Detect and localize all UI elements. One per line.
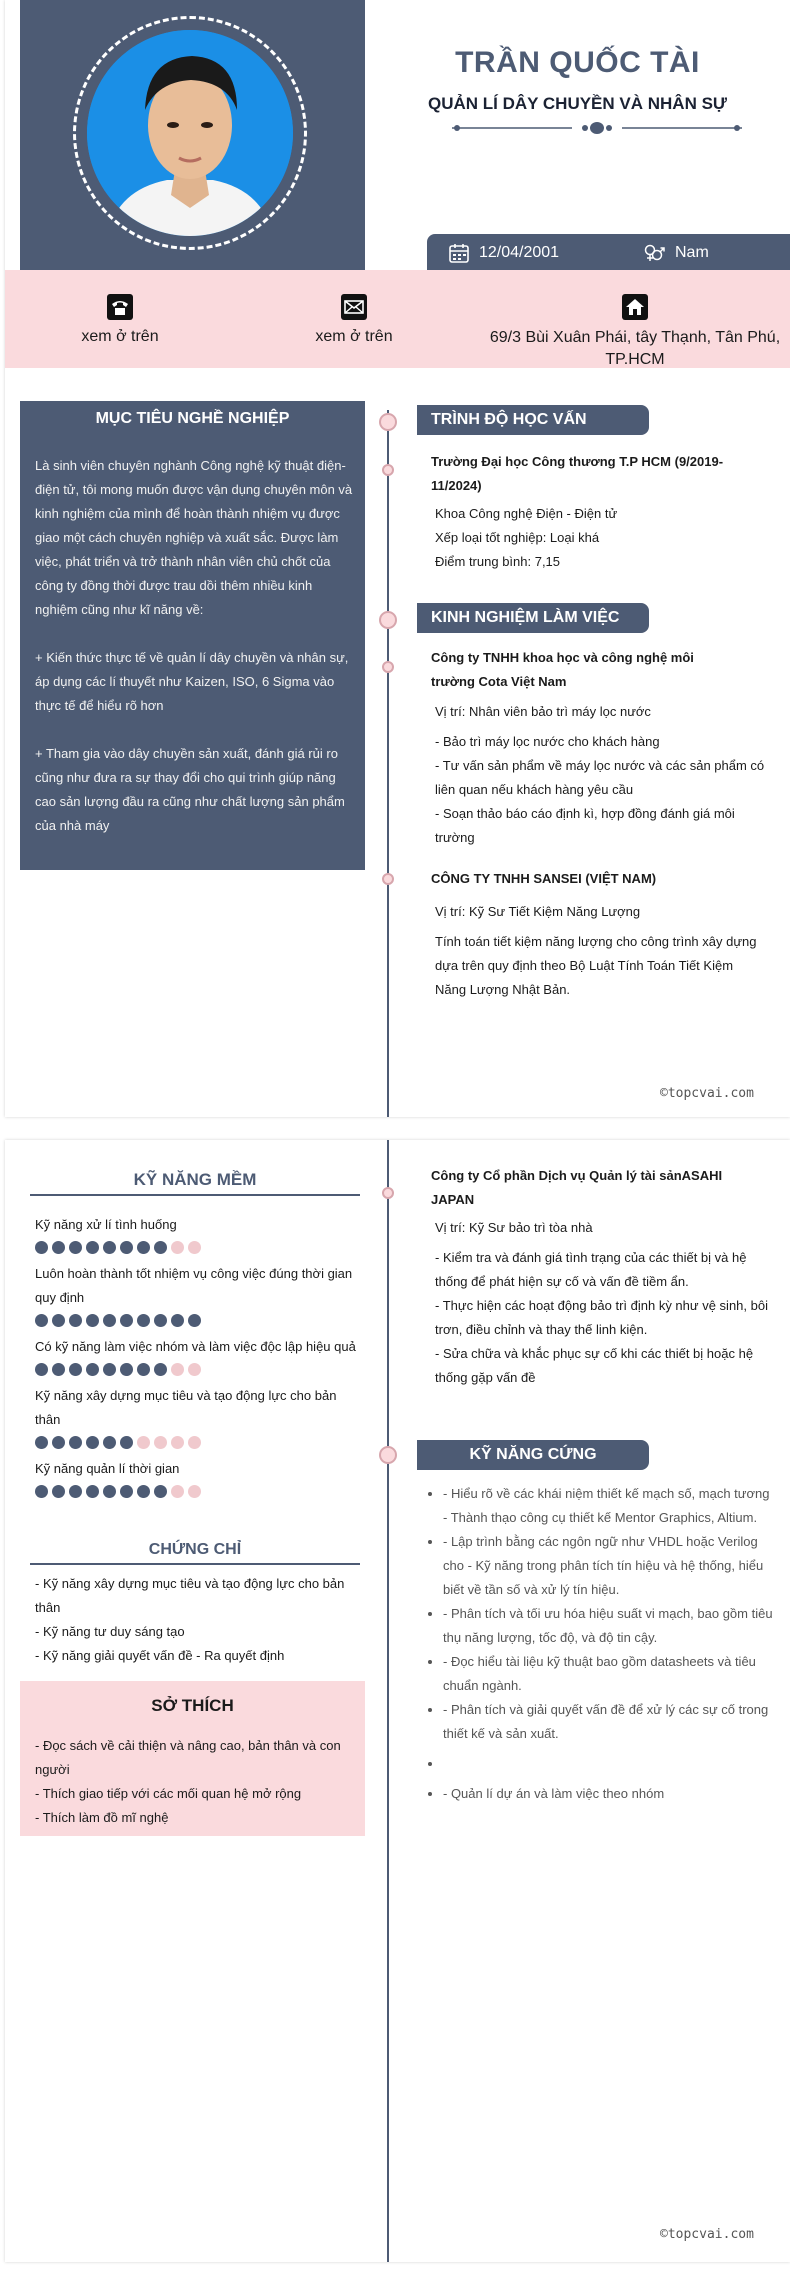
contact-email [279,294,429,346]
rating-dot-filled [52,1241,65,1254]
education-details [435,502,735,574]
hard-skill-item: • - Hiểu rõ về các khái niệm thiết kế mạch số, mạch tương - Thành thạo công cụ thiết kế Mentor Graphics, Altium. [443,1482,775,1530]
soft-skills-list [35,1213,360,1506]
soft-skills-underline [30,1194,360,1196]
job-duty: - Thực hiện các hoạt động bảo trì định kỳ như vệ sinh, bôi trơn, điều chỉnh và thay thế linh kiện. [435,1298,768,1337]
rating-dot-empty [171,1363,184,1376]
rating-dot-filled [120,1363,133,1376]
hard-skill-item [443,1752,775,1776]
rating-dot-empty [188,1241,201,1254]
rating-dot-filled [120,1241,133,1254]
rating-dot-filled [35,1436,48,1449]
timeline-marker [379,413,397,431]
email-icon [341,294,367,320]
certificate-item: - Kỹ năng giải quyết vấn đề - Ra quyết định [35,1648,285,1663]
hard-skill-item: • - Phân tích và tối ưu hóa hiệu suất vi mạch, bao gồm tiêu thụ năng lượng, tốc độ, và độ tin cậy. [443,1602,775,1650]
rating-dot-filled [69,1314,82,1327]
gender-item [643,243,709,263]
rating-dot-filled [103,1436,116,1449]
job-duty: - Tư vấn sản phẩm về máy lọc nước và các sản phẩm có liên quan nếu khách hàng yêu cầu [435,758,765,797]
objective-title: MỤC TIÊU NGHỀ NGHIỆP [95,410,290,427]
rating-dot-filled [103,1485,116,1498]
objective-paragraph: Là sinh viên chuyên nghành Công nghệ kỹ thuật điện-điện tử, tôi mong muốn được vận dụng chuyên môn và kinh nghiệm của mình để hoàn thành nhiệm vụ được giao một cách chuyên nghiệp và xuất sắc. Được làm việc, phát triển và trở thành nhân viên chủ chốt của công ty đồng thời được trau dồi thêm nhiều kinh nghiệm cũng như kĩ năng về: [35,458,353,617]
rating-dot-filled [69,1485,82,1498]
rating-dot-empty [188,1436,201,1449]
rating-dot-filled [86,1314,99,1327]
skill-rating-dots [35,1241,360,1254]
rating-dot-filled [86,1436,99,1449]
rating-dot-filled [188,1314,201,1327]
rating-dot-filled [154,1485,167,1498]
timeline-marker [382,661,394,673]
soft-skill-label: Kỹ năng quản lí thời gian [35,1461,180,1476]
rating-dot-filled [137,1314,150,1327]
phone-text: xem ở trên [81,328,159,345]
hobby-item: - Thích giao tiếp với các mối quan hệ mở rộng [35,1786,302,1801]
rating-dot-filled [69,1241,82,1254]
soft-skill-item [35,1457,360,1498]
rating-dot-filled [103,1363,116,1376]
timeline-line [387,1140,389,2262]
timeline-marker [379,611,397,629]
timeline-line [387,410,389,1117]
avatar [87,30,293,236]
gender-icon [643,243,665,263]
contact-band [5,270,790,368]
hard-skill-item: • - Đọc hiểu tài liệu kỹ thuật bao gồm datasheets và tiêu chuẩn ngành. [443,1650,775,1698]
soft-skill-item [35,1262,360,1327]
rating-dot-empty [154,1436,167,1449]
rating-dot-empty [188,1363,201,1376]
hard-skill-item: • - Lập trình bằng các ngôn ngữ như VHDL hoặc Verilog cho - Kỹ năng trong phân tích tín hiệu và hệ thống, hiểu biết về tần số và xử lý tín hiệu. [443,1530,775,1602]
rating-dot-empty [171,1241,184,1254]
dob-text: 12/04/2001 [479,244,560,261]
experience-title: KINH NGHIỆM LÀM VIỆC [417,603,649,633]
phone-icon [107,294,133,320]
contact-address [485,294,785,371]
objective-text [35,454,353,862]
rating-dot-filled [35,1485,48,1498]
certificate-item: - Kỹ năng tư duy sáng tạo [35,1624,185,1639]
hobby-item: - Đọc sách về cải thiện và nâng cao, bản thân và con người [35,1738,341,1777]
rating-dot-filled [69,1436,82,1449]
soft-skill-item [35,1213,360,1254]
hard-skill-item: • - Quản lí dự án và làm việc theo nhóm [443,1782,775,1806]
hard-skill-item: • - Phân tích và giải quyết vấn đề để xử lý các sự cố trong thiết kế và sản xuất. [443,1698,775,1746]
hard-skills-list [425,1482,775,1806]
rating-dot-filled [69,1363,82,1376]
dob-item [449,243,559,263]
job-duty: - Kiểm tra và đánh giá tình trạng của các thiết bị và hệ thống để phát hiện sự cố và vấn đề tiềm ẩn. [435,1250,747,1289]
rating-dot-filled [52,1314,65,1327]
rating-dot-filled [35,1363,48,1376]
rating-dot-filled [137,1363,150,1376]
education-line: Khoa Công nghệ Điện - Điện tử [435,506,618,521]
watermark: ©topcvai.com [660,2227,754,2242]
rating-dot-filled [52,1485,65,1498]
rating-dot-filled [35,1241,48,1254]
rating-dot-filled [154,1241,167,1254]
rating-dot-empty [137,1436,150,1449]
skill-rating-dots [35,1363,360,1376]
address-text: 69/3 Bùi Xuân Phái, tây Thạnh, Tân Phú, TP.HCM [489,329,781,368]
rating-dot-filled [86,1485,99,1498]
education-line: Điểm trung bình: 7,15 [435,554,561,569]
timeline-marker [382,1187,394,1199]
timeline-marker [382,873,394,885]
rating-dot-filled [120,1314,133,1327]
soft-skills-title: KỸ NĂNG MỀM [133,1170,257,1189]
watermark: ©topcvai.com [660,1086,754,1101]
hobbies-title: SỞ THÍCH [151,1696,234,1715]
job-duty: Tính toán tiết kiệm năng lượng cho công trình xây dựng dựa trên quy định theo Bộ Luật Tính Toán Tiết Kiệm Năng Lượng Nhật Bản. [435,934,757,997]
rating-dot-empty [171,1436,184,1449]
job-position: Vị trí: Kỹ Sư Tiết Kiệm Năng Lượng [435,904,641,919]
rating-dot-filled [103,1241,116,1254]
certificates-title: CHỨNG CHỈ [148,1541,242,1558]
rating-dot-filled [137,1241,150,1254]
rating-dot-filled [52,1363,65,1376]
candidate-role: QUẢN LÍ DÂY CHUYỀN VÀ NHÂN SỰ [427,94,728,113]
job-details [435,700,765,850]
job-duty: - Bảo trì máy lọc nước cho khách hàng [435,734,660,749]
rating-dot-filled [171,1314,184,1327]
avatar-photo [87,30,293,236]
job-company: Công ty Cổ phần Dịch vụ Quản lý tài sảnASAHI JAPAN [431,1168,723,1207]
soft-skill-label: Luôn hoàn thành tốt nhiệm vụ công việc đúng thời gian quy định [35,1266,353,1305]
rating-dot-filled [86,1363,99,1376]
timeline-marker [382,464,394,476]
certificates-underline [30,1563,360,1565]
education-school: Trường Đại học Công thương T.P HCM (9/2019-11/2024) [431,454,724,493]
objective-paragraph: + Kiến thức thực tế về quản lí dây chuyền và nhân sự, áp dụng các lí thuyết như Kaizen, ISO, 6 Sigma vào thực tế để hiểu rõ hơn [35,650,349,713]
contact-phone [45,294,195,346]
personal-info-bar [427,234,790,272]
rating-dot-empty [171,1485,184,1498]
rating-dot-filled [86,1241,99,1254]
soft-skill-label: Kỹ năng xây dựng mục tiêu và tạo động lực cho bản thân [35,1388,337,1427]
rating-dot-empty [188,1485,201,1498]
rating-dot-filled [154,1314,167,1327]
skill-rating-dots [35,1436,360,1449]
job-duty: - Soạn thảo báo cáo định kì, hợp đồng đánh giá môi trường [435,806,735,845]
rating-dot-filled [52,1436,65,1449]
soft-skill-label: Có kỹ năng làm việc nhóm và làm việc độc lập hiệu quả [35,1339,356,1354]
cv-page-2 [5,1140,790,2262]
skill-rating-dots [35,1485,360,1498]
title-ornament [452,121,742,135]
job-details [435,1216,770,1390]
calendar-icon [449,243,469,263]
job-duty: - Sửa chữa và khắc phục sự cố khi các thiết bị hoặc hệ thống gặp vấn đề [435,1346,754,1385]
rating-dot-filled [137,1485,150,1498]
email-text: xem ở trên [315,328,393,345]
skill-rating-dots [35,1314,360,1327]
rating-dot-filled [120,1436,133,1449]
soft-skill-item [35,1335,360,1376]
education-title: TRÌNH ĐỘ HỌC VẤN [417,405,649,435]
rating-dot-filled [103,1314,116,1327]
certificate-item: - Kỹ năng xây dựng mục tiêu và tạo động lực cho bản thân [35,1576,345,1615]
cv-page-1 [5,0,790,1117]
rating-dot-filled [35,1314,48,1327]
hobbies-list [35,1734,355,1830]
rating-dot-filled [120,1485,133,1498]
rating-dot-filled [154,1363,167,1376]
job-position: Vị trí: Nhân viên bảo trì máy lọc nước [435,704,651,719]
objective-paragraph: + Tham gia vào dây chuyền sản xuất, đánh giá rủi ro cũng như đưa ra sự thay đổi cho qui trình giúp năng cao sản lượng đầu ra cũng như chất lượng sản phẩm của nhà máy [35,746,345,833]
hobby-item: - Thích làm đồ mĩ nghệ [35,1810,169,1825]
hard-skills-title: KỸ NĂNG CỨNG [417,1440,649,1470]
soft-skill-label: Kỹ năng xử lí tình huống [35,1217,177,1232]
soft-skill-item [35,1384,360,1449]
job-company: Công ty TNHH khoa học và công nghệ môi trường Cota Việt Nam [431,650,694,689]
job-company: CÔNG TY TNHH SANSEI (VIỆT NAM) [431,871,657,886]
education-line: Xếp loại tốt nghiệp: Loại khá [435,530,600,545]
job-details [435,900,765,1002]
certificates-list [35,1572,355,1668]
candidate-name: TRẦN QUỐC TÀI [455,46,700,79]
gender-text: Nam [675,244,709,261]
job-position: Vị trí: Kỹ Sư bảo trì tòa nhà [435,1220,593,1235]
timeline-marker [379,1446,397,1464]
home-icon [622,294,648,320]
